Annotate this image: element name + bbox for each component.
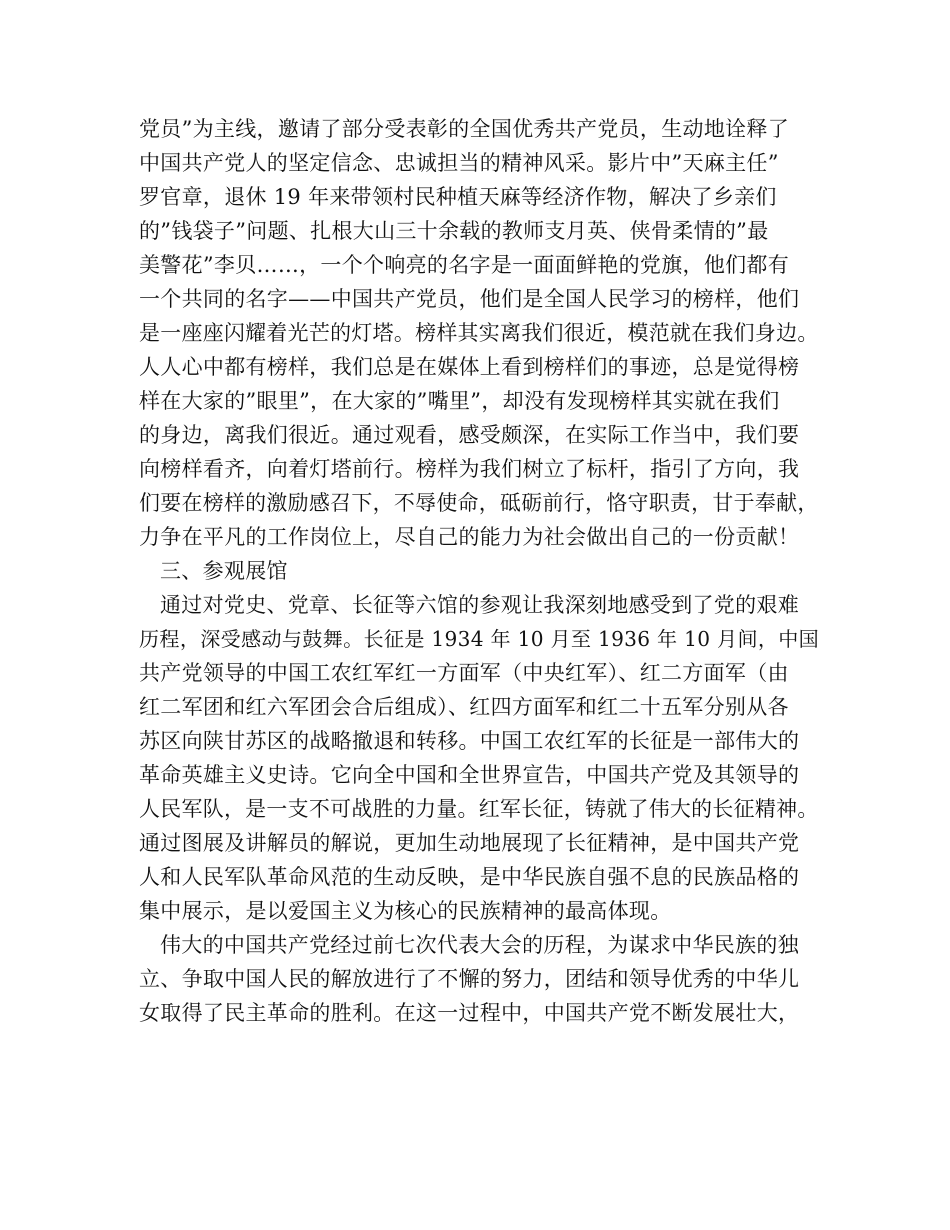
text-line: 的身边，离我们很近。通过观看，感受颇深，在实际工作当中，我们要 [139,423,800,447]
text-line: 历程，深受感动与鼓舞。长征是 1934 年 10 月至 1936 年 10 月间，中国 [139,627,820,651]
text-line: 革命英雄主义史诗。它向全中国和全世界宣告，中国共产党及其领导的 [139,763,800,787]
text-line: 们要在榜样的激励感召下，不辱使命，砥砺前行，恪守职责，甘于奉献， [139,491,819,515]
text-line: 通过图展及讲解员的解说，更加生动地展现了长征精神，是中国共产党 [139,831,800,855]
text-line: 力争在平凡的工作岗位上，尽自己的能力为社会做出自己的一份贡献！ [139,525,800,549]
text-line: 共产党领导的中国工农红军红一方面军（中央红军）、红二方面军（由 [139,661,789,685]
text-line: 党员”为主线，邀请了部分受表彰的全国优秀共产党员，生动地诠释了 [139,117,790,141]
text-line: 一个共同的名字——中国共产党员，他们是全国人民学习的榜样，他们 [139,287,800,311]
text-line: 女取得了民主革命的胜利。在这一过程中，中国共产党不断发展壮大， [139,1001,800,1025]
text-line: 伟大的中国共产党经过前七次代表大会的历程，为谋求中华民族的独 [160,933,799,957]
text-line: 向榜样看齐，向着灯塔前行。榜样为我们树立了标杆，指引了方向，我 [139,457,800,481]
text-line: 样在大家的”眼里”，在大家的”嘴里”，却没有发现榜样其实就在我们 [139,389,780,413]
text-line: 立、争取中国人民的解放进行了不懈的努力，团结和领导优秀的中华儿 [139,967,800,991]
text-line: 红二军团和红六军团会合后组成）、红四方面军和红二十五军分别从各 [139,695,789,719]
text-line: 的”钱袋子”问题、扎根大山三十余载的教师支月英、侠骨柔情的”最 [139,219,769,243]
text-line: 苏区向陕甘苏区的战略撤退和转移。中国工农红军的长征是一部伟大的 [139,729,800,753]
text-line: 集中展示，是以爱国主义为核心的民族精神的最高体现。 [139,899,672,923]
text-line: 是一座座闪耀着光芒的灯塔。榜样其实离我们很近，模范就在我们身边。 [139,321,819,345]
text-line: 美警花”李贝……，一个个响亮的名字是一面面鲜艳的党旗，他们都有 [139,253,790,277]
text-line: 人民军队，是一支不可战胜的力量。红军长征，铸就了伟大的长征精神。 [139,797,819,821]
text-line: 人人心中都有榜样，我们总是在媒体上看到榜样们的事迹，总是觉得榜 [139,355,800,379]
text-line: 罗官章，退休 19 年来带领村民种植天麻等经济作物，解决了乡亲们 [139,185,777,209]
text-line: 中国共产党人的坚定信念、忠诚担当的精神风采。影片中”天麻主任” [139,151,779,175]
document-body [139,112,819,1030]
text-line: 人和人民军队革命风范的生动反映，是中华民族自强不息的民族品格的 [139,865,800,889]
text-line: 通过对党史、党章、长征等六馆的参观让我深刻地感受到了党的艰难 [160,593,799,617]
text-line: 三、参观展馆 [160,559,288,583]
